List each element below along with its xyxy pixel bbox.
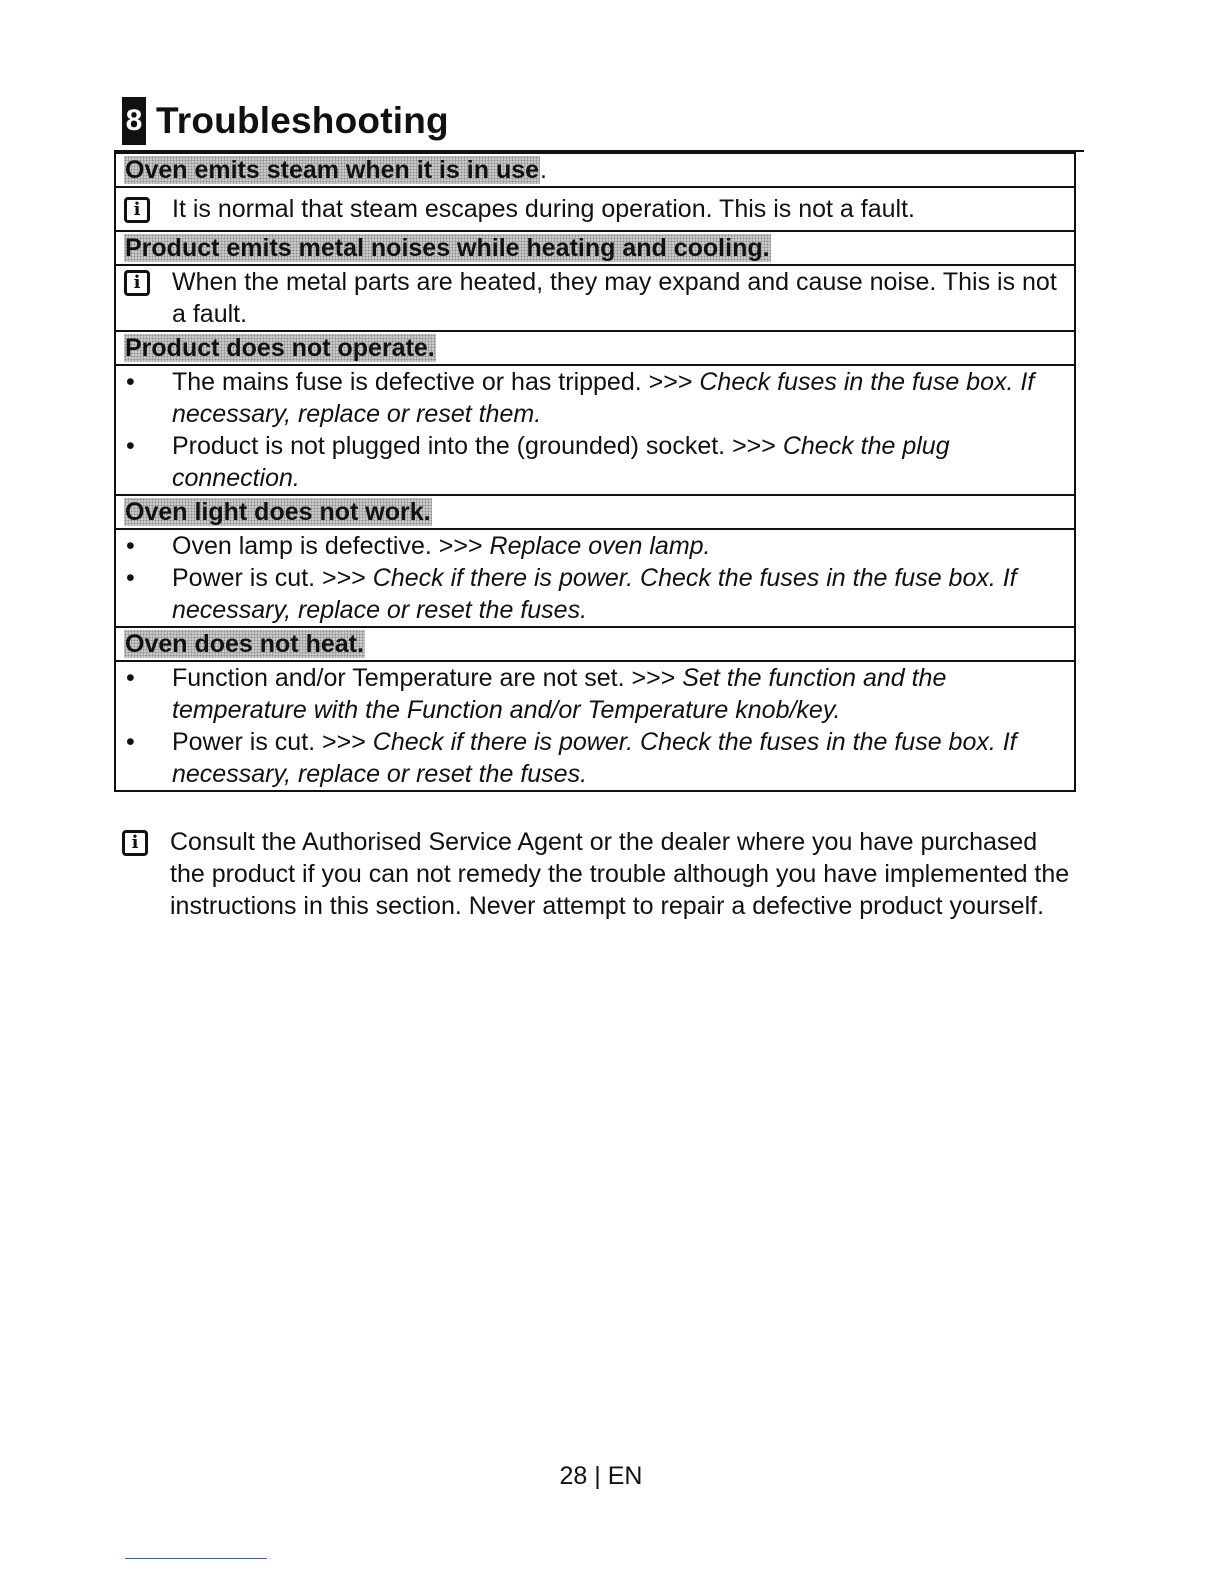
section-number-badge: 8 xyxy=(122,97,146,145)
problem-header-cell xyxy=(115,627,1075,661)
problem-title: Oven light does not work. xyxy=(125,498,431,526)
problem-header-cell xyxy=(115,153,1075,187)
cause-list-cell xyxy=(115,365,1075,495)
cause-list xyxy=(124,366,1066,494)
list-item xyxy=(124,366,1066,430)
problem-header-cell xyxy=(115,331,1075,365)
remedy-text: Check if there is power. Check the fuses in the fuse box. If necessary, replace or reset the fuses. xyxy=(172,564,1017,624)
remedy-text: Check fuses in the fuse box. If necessary, replace or reset them. xyxy=(172,368,1035,428)
info-line xyxy=(124,266,1066,330)
cause-text: Product is not plugged into the (grounded) socket. >>> xyxy=(172,432,783,460)
info-text: When the metal parts are heated, they may expand and cause noise. This is not a fault. xyxy=(172,268,1057,328)
problem-header-row xyxy=(115,331,1075,365)
section-heading xyxy=(122,96,449,146)
consult-note-text: Consult the Authorised Service Agent or the dealer where you have purchased the product if you can not remedy the trouble although you have implemented the instructions in this section. Never attempt to repair a defective product yourself. xyxy=(170,828,1070,920)
info-row xyxy=(115,187,1075,231)
troubleshooting-table xyxy=(114,152,1076,792)
cause-text: Function and/or Temperature are not set. >>> xyxy=(172,664,683,692)
problem-header-cell xyxy=(115,231,1075,265)
problem-header-row xyxy=(115,231,1075,265)
problem-title-suffix: . xyxy=(540,156,547,184)
footer-divider xyxy=(125,1558,267,1559)
list-item xyxy=(124,662,1066,726)
cause-text: Power is cut. >>> xyxy=(172,564,373,592)
cause-list-row xyxy=(115,661,1075,791)
problem-title: Oven does not heat. xyxy=(125,630,364,658)
cause-list xyxy=(124,530,1066,626)
list-item xyxy=(124,430,1066,494)
section-title: Troubleshooting xyxy=(156,100,449,141)
cause-text: Power is cut. >>> xyxy=(172,728,373,756)
cause-text: Oven lamp is defective. >>> xyxy=(172,532,490,560)
remedy-text: Check the plug connection. xyxy=(172,432,950,492)
cause-list xyxy=(124,662,1066,790)
info-icon: i xyxy=(122,830,148,856)
info-cell xyxy=(115,187,1075,231)
cause-list-row xyxy=(115,529,1075,627)
remedy-text: Set the function and the temperature with the Function and/or Temperature knob/key. xyxy=(172,664,947,724)
info-row xyxy=(115,265,1075,331)
cause-list-cell xyxy=(115,661,1075,791)
info-cell xyxy=(115,265,1075,331)
info-text: It is normal that steam escapes during operation. This is not a fault. xyxy=(172,195,915,223)
problem-header-row xyxy=(115,627,1075,661)
list-item xyxy=(124,562,1066,626)
page-number: 28 | EN xyxy=(559,1462,643,1490)
cause-list-cell xyxy=(115,529,1075,627)
list-item xyxy=(124,726,1066,790)
consult-note xyxy=(122,826,1072,922)
list-item xyxy=(124,530,1066,562)
problem-header-row xyxy=(115,495,1075,529)
info-icon: i xyxy=(124,197,150,223)
problem-header-cell xyxy=(115,495,1075,529)
cause-list-row xyxy=(115,365,1075,495)
problem-title: Product emits metal noises while heating and cooling. xyxy=(125,234,770,262)
problem-title: Oven emits steam when it is in use xyxy=(125,156,540,184)
remedy-text: Replace oven lamp. xyxy=(489,532,711,560)
info-icon: i xyxy=(124,270,150,296)
remedy-text: Check if there is power. Check the fuses in the fuse box. If necessary, replace or reset the fuses. xyxy=(172,728,1017,788)
problem-header-row xyxy=(115,153,1075,187)
cause-text: The mains fuse is defective or has tripped. >>> xyxy=(172,368,700,396)
problem-title: Product does not operate. xyxy=(125,334,435,362)
info-line xyxy=(124,193,1066,225)
